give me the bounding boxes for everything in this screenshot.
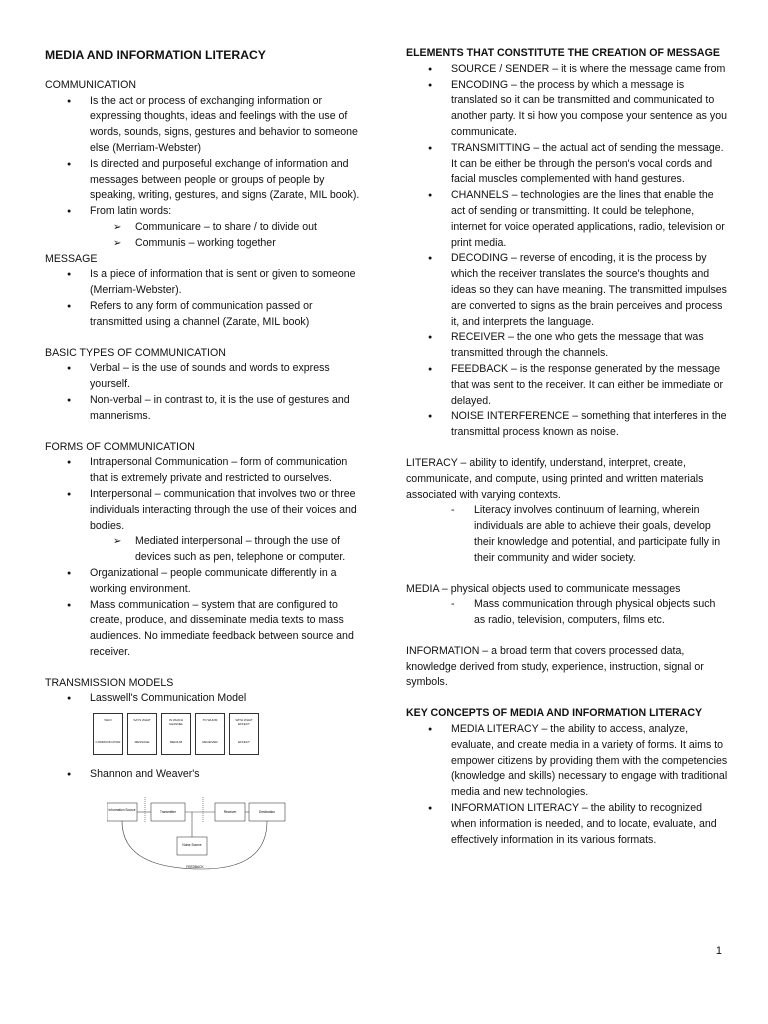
right-column: [406, 46, 728, 848]
list-item: ● Refers to any form of communication passed or transmitted using a channel (Zarate, MIL book): [45, 299, 365, 331]
lasswell-box-bottom: MEDIUM: [169, 740, 183, 745]
list-item: [45, 487, 365, 566]
section-basic-types: [45, 346, 365, 425]
lasswell-box-bottom: RECEIVER: [202, 740, 218, 745]
list-item: ● Verbal – is the use of sounds and words to express yourself.: [45, 361, 365, 393]
lasswell-box: [127, 713, 157, 755]
dash-item: - Literacy involves continuum of learning, wherein individuals are able to achieve their goals, develop their knowledge and potential, and participate fully in their community and wider society.: [406, 503, 728, 566]
lasswell-box-top: SAYS WHAT: [133, 718, 151, 723]
noise-label: Noise Source: [182, 843, 202, 848]
key-concepts: [406, 706, 728, 848]
list-item: ● NOISE INTERFERENCE – something that interferes in the transmittal process known as noise.: [406, 409, 728, 441]
list-item: ● Non-verbal – in contrast to, it is the use of gestures and mannerisms.: [45, 393, 365, 425]
left-column: [45, 46, 365, 877]
information-source-box: [107, 803, 137, 821]
list-item-text: Interpersonal – communication that involves two or three individuals interacting through the use of their voices and bodies.: [90, 487, 357, 532]
lasswell-box: [195, 713, 225, 755]
list-item: ● CHANNELS – technologies are the lines that enable the act of sending or transmitting. It could be telephone, internet for voice operated applications, radio, television or print media.: [406, 188, 728, 251]
sub-list-item: ➢ Communicare – to share / to divide out: [90, 220, 365, 236]
page-number: 1: [715, 945, 722, 957]
document-title: MEDIA AND INFORMATION LITERACY: [45, 48, 266, 62]
section-communication: [45, 78, 365, 252]
lasswell-box: [93, 713, 123, 755]
section-heading: KEY CONCEPTS OF MEDIA AND INFORMATION LITERACY: [406, 707, 703, 720]
destination-label: Destination: [259, 810, 275, 815]
list-item: ● Organizational – people communicate differently in a working environment.: [45, 566, 365, 598]
list-item: ● MEDIA LITERACY – the ability to access, analyze, evaluate, and create media in a variety of forms. It aims to empower citizens by providing them with the competencies (knowledge and skills) necessary to engage with traditional media and new technologies.: [406, 722, 728, 801]
list-item: ● RECEIVER – the one who gets the message that was transmitted through the channels.: [406, 330, 728, 362]
section-transmission-models: [45, 676, 365, 877]
feedback-label: FEEDBACK: [186, 865, 204, 870]
section-heading: TRANSMISSION MODELS: [45, 676, 174, 689]
source-label: Information Source: [108, 808, 136, 813]
lasswell-box-top: IN WHICH CHANNEL: [168, 718, 184, 727]
section-heading: ELEMENTS THAT CONSTITUTE THE CREATION OF MESSAGE: [406, 47, 720, 59]
section-forms: [45, 440, 365, 661]
list-item: ● Intrapersonal Communication – form of communication that is extremely private and restricted to ourselves.: [45, 455, 365, 487]
lasswell-box: [229, 713, 259, 755]
list-item: ● Is the act or process of exchanging information or expressing thoughts, ideas and feelings with the use of words, sounds, signs, gestures and behavior to someone else (Merriam-Webster): [45, 94, 365, 157]
lasswell-box-bottom: MESSAGE: [134, 740, 150, 745]
list-item: ● TRANSMITTING – the actual act of sending the message. It can be either be through the person's vocal cords and facial muscles complemented with hand gestures.: [406, 141, 728, 188]
list-item: ● DECODING – reverse of encoding, it is the process by which the receiver translates the source's thoughts and ideas so they can have meaning. The transmitted impulses are converted to signs as the brain perceives and process it, and interprets the language.: [406, 251, 728, 330]
list-item: ● Lasswell's Communication Model: [45, 691, 365, 707]
transmitter-label: Transmitter: [160, 810, 176, 815]
section-heading: BASIC TYPES OF COMMUNICATION: [45, 346, 226, 359]
receiver-label: Receiver: [223, 810, 237, 815]
list-item: ● SOURCE / SENDER – it is where the message came from: [406, 62, 728, 78]
list-item-text: From latin words:: [90, 205, 172, 218]
information-definition: [406, 644, 728, 691]
literacy-definition: [406, 456, 728, 567]
list-item: ● FEEDBACK – is the response generated by the message that was sent to the receiver. It can either be immediate or delayed.: [406, 362, 728, 409]
section-heading: MESSAGE: [45, 252, 98, 265]
lasswell-box-bottom: COMMUNICATOR: [95, 740, 121, 745]
lasswell-box-top: WHO: [104, 718, 112, 723]
list-item: ● Mass communication – system that are configured to create, produce, and disseminate media texts to mass audiences. No immediate feedback between source and receiver.: [45, 598, 365, 661]
media-definition: [406, 582, 728, 629]
sub-list-item: ➢ Mediated interpersonal – through the use of devices such as pen, telephone or computer.: [90, 534, 365, 566]
list-item: [45, 204, 365, 251]
section-message: [45, 252, 365, 331]
paragraph: INFORMATION – a broad term that covers processed data, knowledge derived from study, experience, instruction, signal or symbols.: [406, 644, 704, 689]
lasswell-box-top: WITH WHAT EFFECT: [235, 718, 253, 727]
shannon-weaver-diagram: [107, 793, 297, 871]
section-heading: FORMS OF COMMUNICATION: [45, 440, 195, 453]
paragraph: LITERACY – ability to identify, understand, interpret, create, communicate, and compute, using printed and written materials associated with varying contexts.: [406, 456, 704, 501]
list-item: ● Shannon and Weaver's: [45, 767, 365, 783]
lasswell-box: [161, 713, 191, 755]
list-item: ● INFORMATION LITERACY – the ability to recognized when information is needed, and to locate, evaluate, and effectively information in its various formats.: [406, 801, 728, 848]
dash-item: - Mass communication through physical objects such as radio, television, computers, films etc.: [406, 597, 728, 629]
paragraph: MEDIA – physical objects used to communicate messages: [406, 582, 681, 595]
lasswell-box-top: TO WHOM: [202, 718, 218, 723]
lasswell-box-bottom: EFFECT: [238, 740, 250, 745]
list-item: ● Is directed and purposeful exchange of information and messages between people or groups of people by speaking, writing, gestures, and signs (Zarate, MIL book).: [45, 157, 365, 204]
sub-list-item: ➢ Communis – working together: [90, 236, 365, 252]
list-item: ● Is a piece of information that is sent or given to someone (Merriam-Webster).: [45, 267, 365, 299]
list-item: ● ENCODING – the process by which a message is translated so it can be transmitted and communicated to another party. It si how you compose your sentence as you communicate.: [406, 78, 728, 141]
section-heading: COMMUNICATION: [45, 78, 137, 91]
lasswell-diagram: [93, 713, 261, 759]
